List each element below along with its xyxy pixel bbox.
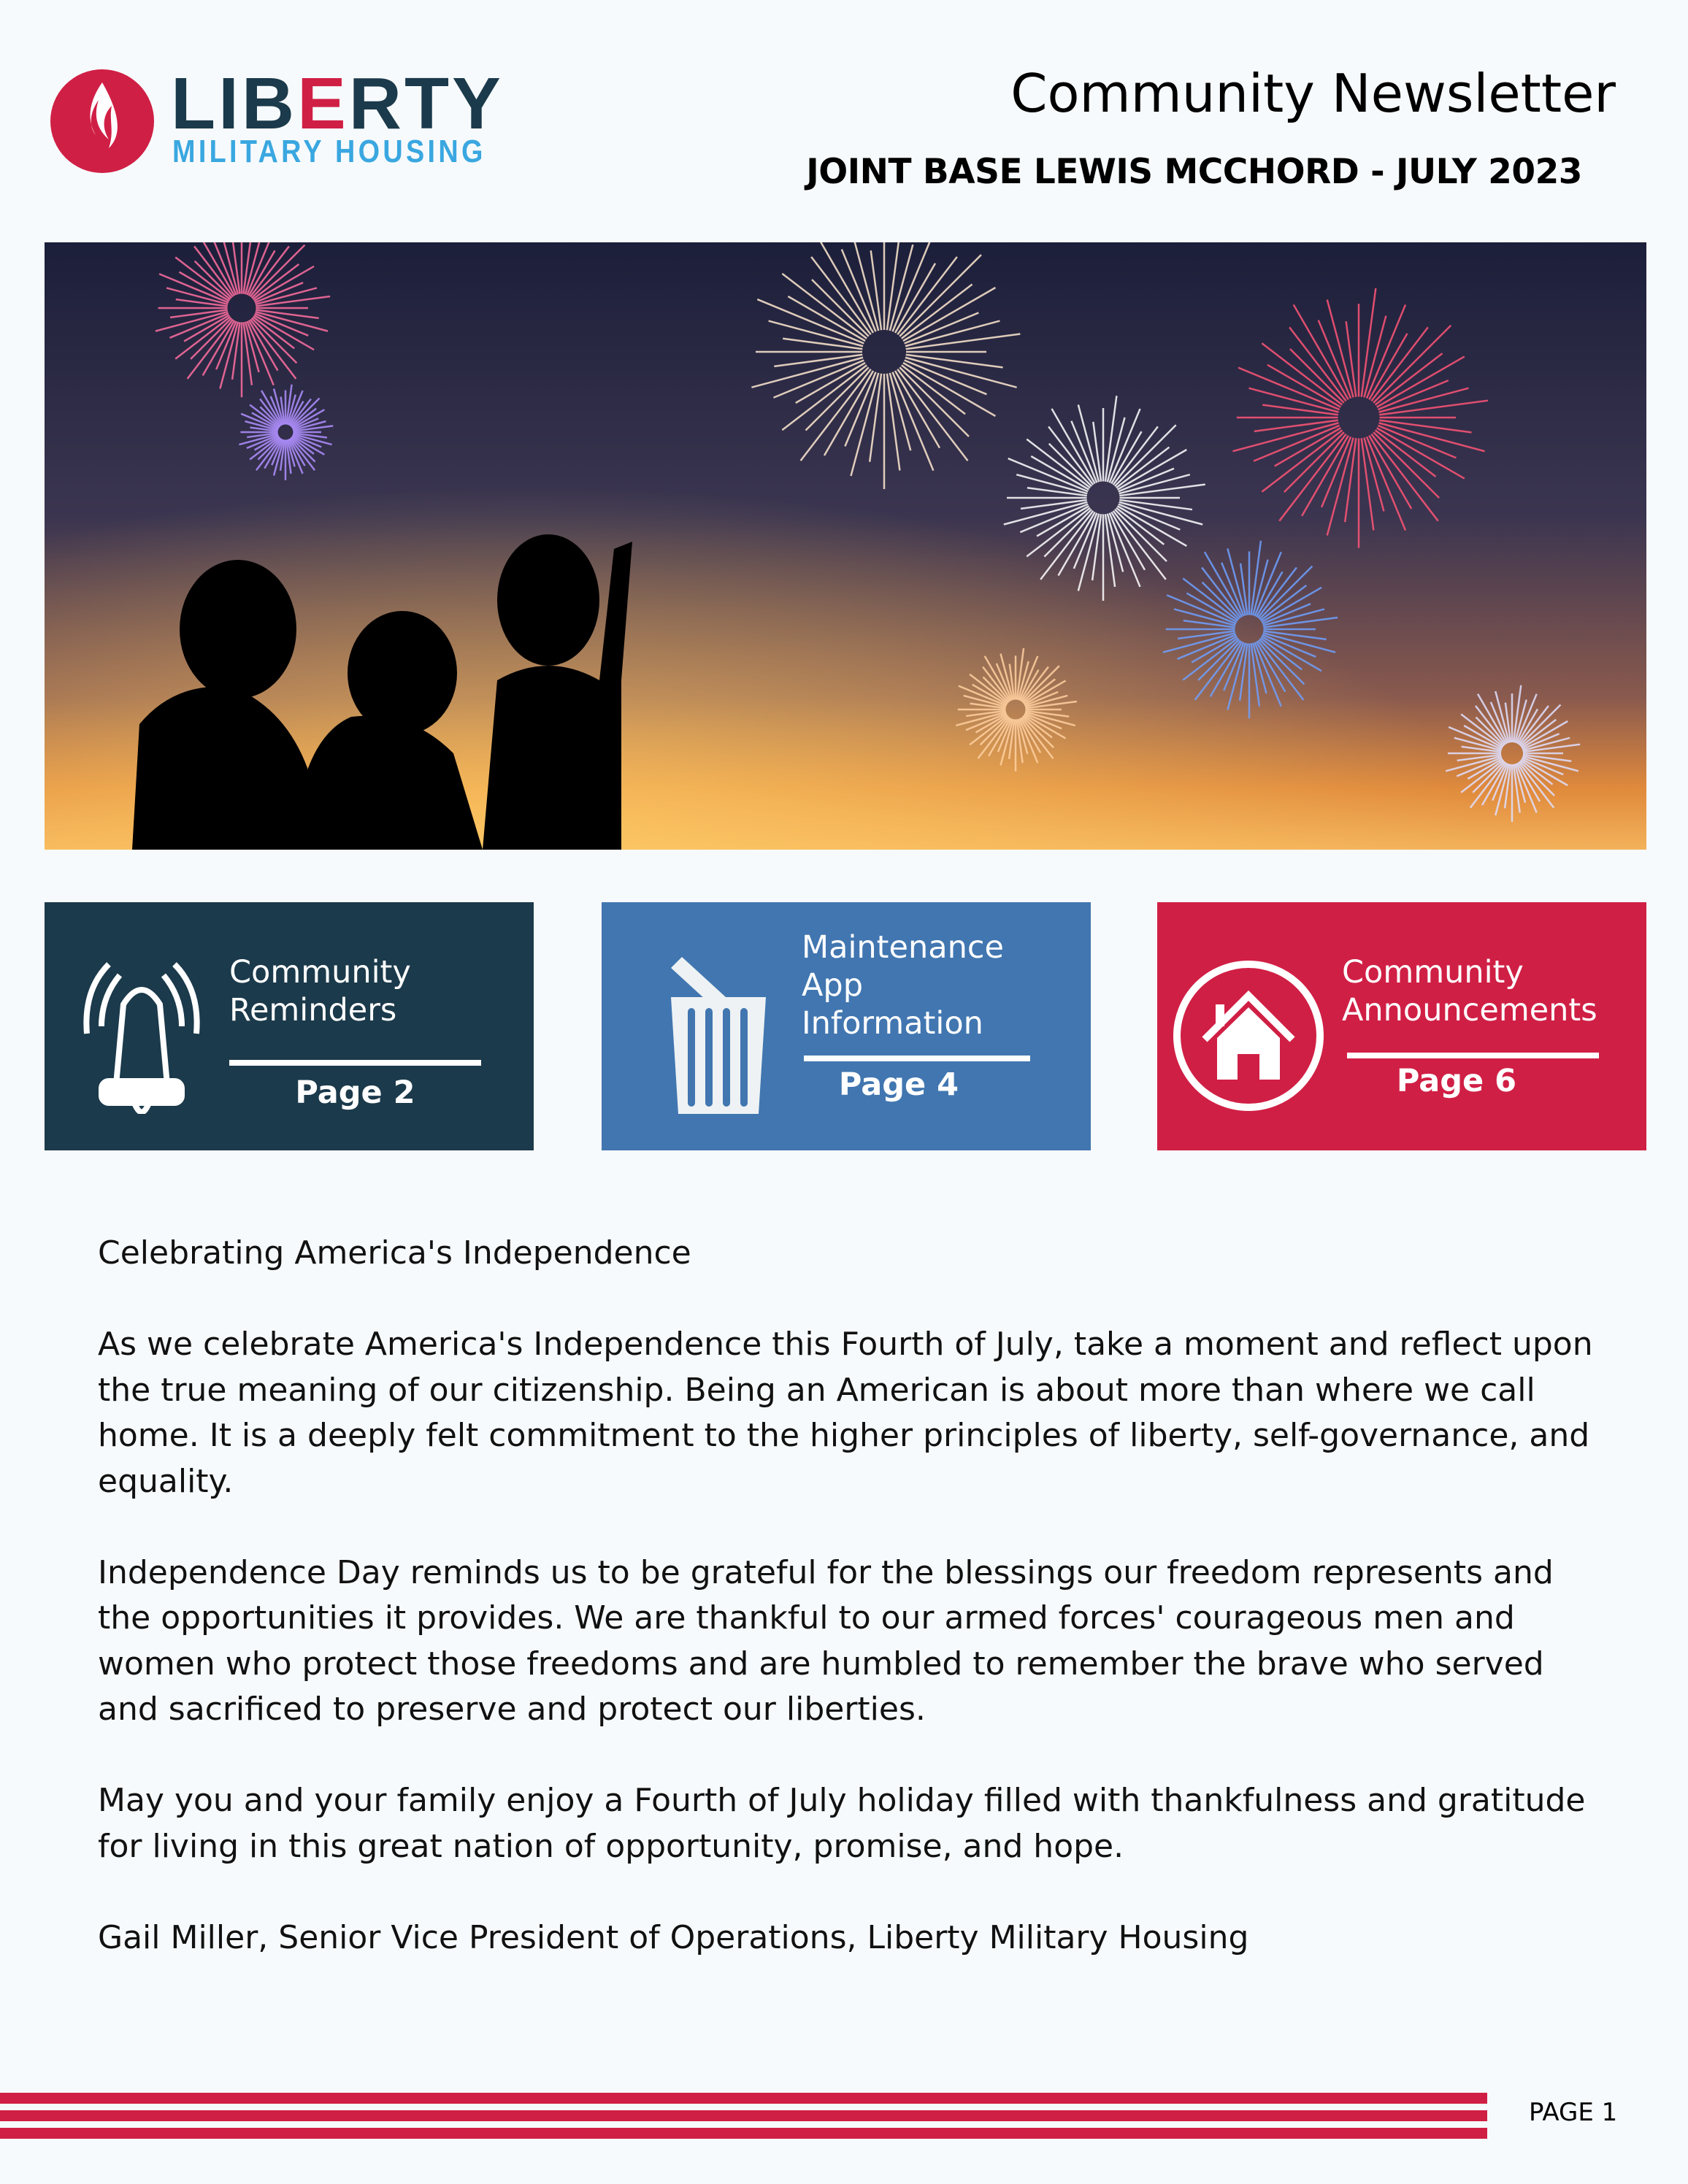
newsletter-subtitle: JOINT BASE LEWIS MCCHORD - JULY 2023 <box>806 152 1582 192</box>
card-label: Community Reminders <box>229 954 411 1028</box>
footer-stripe <box>0 2093 1487 2104</box>
article-signature: Gail Miller, Senior Vice President of Operations, Liberty Military Housing <box>98 1918 1249 1956</box>
footer-stripe <box>0 2128 1487 2139</box>
logo-subtitle: MILITARY HOUSING <box>172 134 486 169</box>
bell-icon <box>80 961 204 1114</box>
article-paragraph: Independence Day reminds us to be grateful for the blessings our freedom represents and the opportunities it provides. We are thankful to our armed forces' courageous men and women who protect those freedoms and are humbled to remember the brave who served and sacrificed to preserve and protect our liberties. <box>98 1553 1554 1728</box>
article-heading: Celebrating America's Independence <box>98 1234 691 1272</box>
page-number: PAGE 1 <box>1529 2098 1618 2127</box>
logo-flame-icon <box>50 69 154 173</box>
footer-stripe <box>0 2110 1487 2121</box>
card-page-link[interactable]: Page 2 <box>295 1074 415 1111</box>
card-label: Maintenance App Information <box>802 929 1004 1042</box>
article-paragraph: May you and your family enjoy a Fourth of July holiday filled with thankfulness and gratitude for living in this great nation of opportunity, promise, and hope. <box>98 1782 1586 1865</box>
newsletter-title: Community Newsletter <box>1010 63 1616 124</box>
card-divider <box>229 1060 481 1066</box>
logo-wordmark: LIBERTY <box>171 63 504 145</box>
trash-can-icon <box>667 953 770 1114</box>
card-label: Community Announcements <box>1342 954 1597 1028</box>
card-page-link[interactable]: Page 4 <box>838 1066 959 1103</box>
hero-fireworks-image <box>45 242 1646 850</box>
house-icon <box>1172 959 1325 1112</box>
card-community-announcements[interactable] <box>1157 902 1646 1150</box>
card-page-link[interactable]: Page 6 <box>1396 1063 1517 1099</box>
card-maintenance-app[interactable] <box>602 902 1091 1150</box>
card-divider <box>804 1056 1030 1061</box>
article-paragraph: As we celebrate America's Independence this Fourth of July, take a moment and reflect upon the true meaning of our citizenship. Being an American is about more than where we call home. It is a deeply felt commitment to the higher principles of liberty, self-governance, and equality. <box>98 1326 1593 1500</box>
card-community-reminders[interactable] <box>45 902 534 1150</box>
card-divider <box>1347 1053 1599 1058</box>
article <box>98 1231 1602 2007</box>
